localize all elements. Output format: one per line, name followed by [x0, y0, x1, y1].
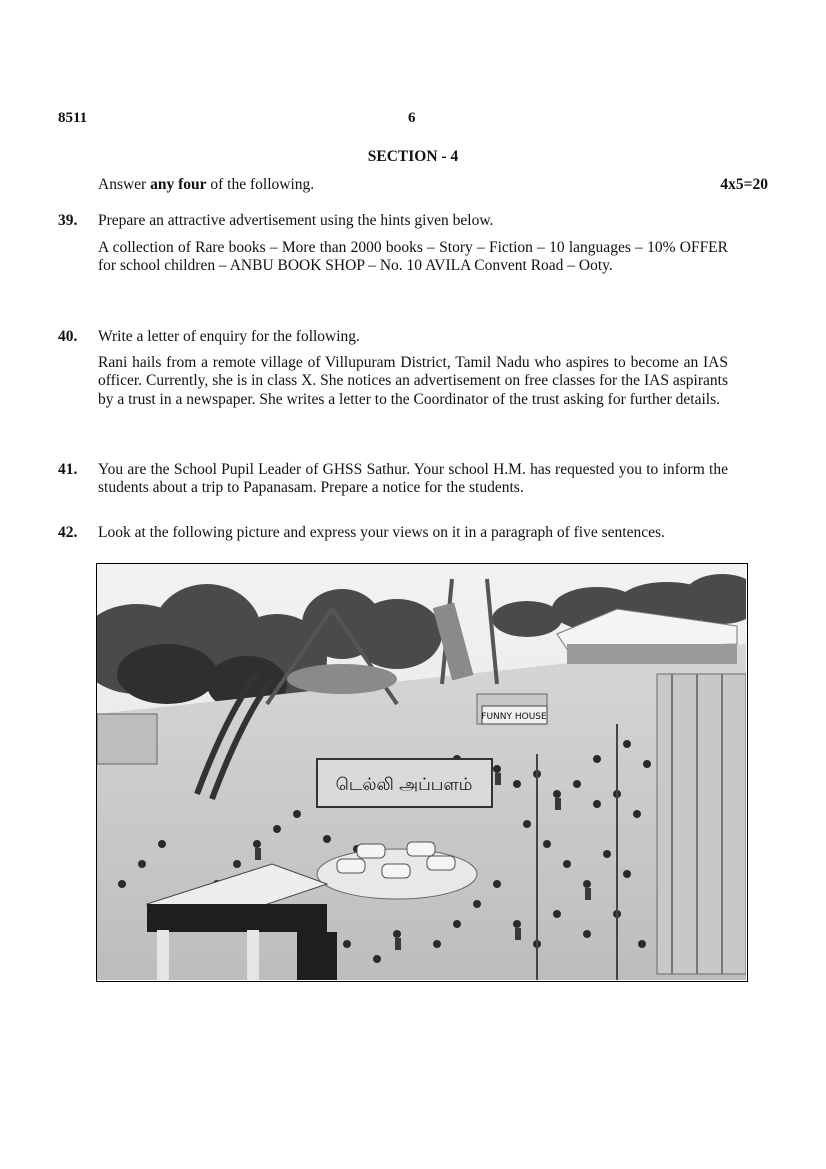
question-number-39: 39.: [58, 212, 78, 229]
question-number-41: 41.: [58, 461, 78, 478]
question-prompt-40: Write a letter of enquiry for the following.: [98, 328, 360, 345]
question-prompt-42: Look at the following picture and express your views on it in a paragraph of five sentences.: [98, 524, 665, 541]
question-detail-39: A collection of Rare books – More than 2000 books – Story – Fiction – 10 languages – 10% OFFER for school children – ANBU BOOK SHOP – No. 10 AVILA Convent Road – Ooty.: [98, 239, 728, 275]
question-detail-40: Rani hails from a remote village of Villupuram District, Tamil Nadu who aspires to become an IAS officer. Currently, she is in class X. She notices an advertisement on free classes for the IAS aspirants by a trust in a newspaper. She writes a letter to the Coordinator of the trust asking for further details.: [98, 354, 728, 408]
sign-text: டெல்லி அப்பளம்: [335, 775, 473, 795]
instruction-pre: Answer: [98, 176, 151, 193]
fairground-illustration: [97, 564, 746, 980]
section-title: SECTION - 4: [367, 148, 459, 165]
fairground-photo: [96, 563, 748, 982]
section-instruction: [98, 176, 314, 194]
question-prompt-41: You are the School Pupil Leader of GHSS Sathur. Your school H.M. has requested you to inform the students about a trip to Papanasam. Prepare a notice for the students.: [98, 461, 728, 497]
instruction-bold: any four: [150, 176, 207, 193]
funny-house-text: FUNNY HOUSE: [481, 712, 547, 722]
stall-sign: [317, 759, 492, 807]
question-prompt-39: Prepare an attractive advertisement using the hints given below.: [98, 212, 494, 229]
paper-code: 8511: [58, 110, 88, 126]
question-number-42: 42.: [58, 524, 78, 541]
section-marks: 4x5=20: [720, 176, 768, 193]
instruction-post: of the following.: [206, 176, 315, 193]
question-number-40: 40.: [58, 328, 78, 345]
page-number: 6: [408, 110, 416, 126]
